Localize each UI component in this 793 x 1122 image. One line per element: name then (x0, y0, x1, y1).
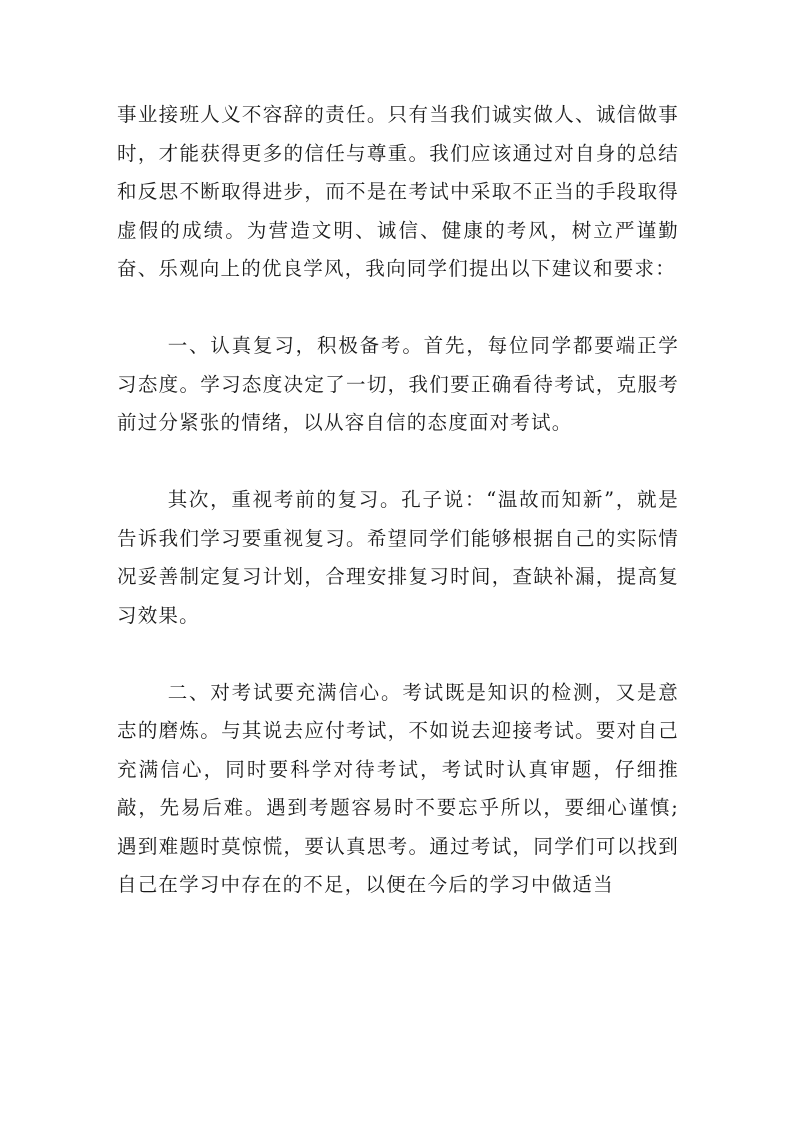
document-body (117, 96, 679, 943)
paragraph-point-two: 二、对考试要充满信心。考试既是知识的检测，又是意志的磨炼。与其说去应付考试，不如说去迎接考试。要对自己充满信心，同时要科学对待考试，考试时认真审题，仔细推敲，先易后难。遇到考题容易时不要忘乎所以，要细心谨慎;遇到难题时莫惊慌，要认真思考。通过考试，同学们可以找到自己在学习中存在的不足，以便在今后的学习中做适当 (117, 680, 679, 896)
paragraph-point-one: 一、认真复习，积极备考。首先，每位同学都要端正学习态度。学习态度决定了一切，我们要正确看待考试，克服考前过分紧张的情绪，以从容自信的态度面对考试。 (117, 334, 679, 434)
paragraph-intro: 事业接班人义不容辞的责任。只有当我们诚实做人、诚信做事时，才能获得更多的信任与尊重。我们应该通过对自身的总结和反思不断取得进步，而不是在考试中采取不正当的手段取得虚假的成绩。为营造文明、诚信、健康的考风，树立严谨勤奋、乐观向上的优良学风，我向同学们提出以下建议和要求： (117, 103, 679, 280)
paragraph-review: 其次，重视考前的复习。孔子说：“温故而知新”，就是告诉我们学习要重视复习。希望同学们能够根据自己的实际情况妥善制定复习计划，合理安排复习时间，查缺补漏，提高复习效果。 (117, 488, 679, 627)
